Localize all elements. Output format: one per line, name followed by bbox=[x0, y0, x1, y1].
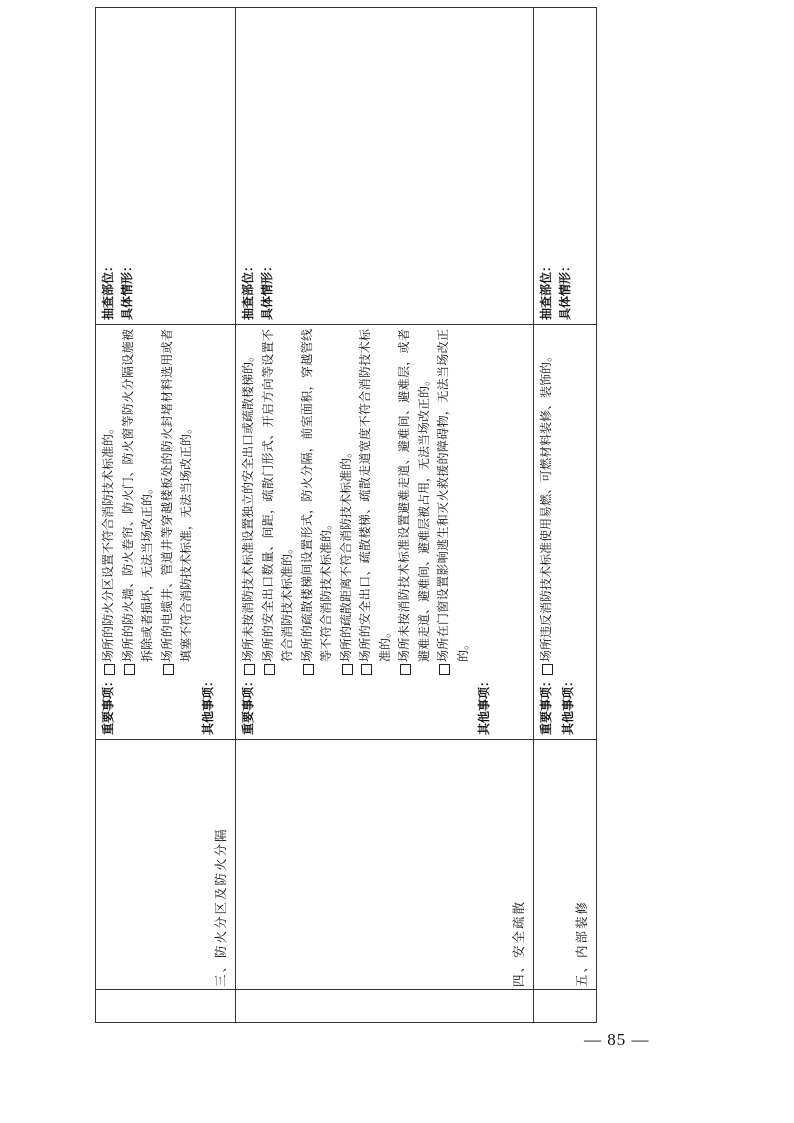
checkbox[interactable] bbox=[361, 664, 372, 675]
checkbox[interactable] bbox=[104, 664, 115, 675]
items-cell bbox=[236, 325, 534, 740]
important-label: 重要事项： bbox=[101, 674, 115, 735]
check-item: 场所的防火分区设置不符合消防技术标准的。 bbox=[101, 421, 115, 662]
blank-cell bbox=[96, 990, 236, 1023]
check-item: 场所的电缆井、管道井等穿越楼板处的防火封堵材料选用或者填塞不符合消防技术标准，无法当场改正的。 bbox=[159, 329, 193, 662]
spot-check-label: 抽查部位： bbox=[539, 259, 553, 320]
page-number: — 85 — bbox=[584, 1030, 650, 1049]
checkbox[interactable] bbox=[124, 664, 135, 675]
checkbox[interactable] bbox=[244, 664, 255, 675]
checkbox[interactable] bbox=[342, 664, 353, 675]
spot-check-label: 抽查部位： bbox=[241, 259, 255, 320]
checkbox[interactable] bbox=[264, 664, 275, 675]
check-item: 场所的防火墙、防火卷帘、防火门、防火窗等防火分隔设施被拆除或者损坏，无法当场改正的。 bbox=[120, 329, 154, 662]
other-label: 其他事项： bbox=[200, 674, 215, 735]
checkbox[interactable] bbox=[303, 664, 314, 675]
check-item: 场所的疏散距离不符合消防技术标准的。 bbox=[338, 445, 353, 662]
table-row bbox=[236, 8, 534, 1023]
inspection-table bbox=[95, 7, 597, 1023]
items-cell bbox=[96, 325, 236, 740]
checkbox[interactable] bbox=[400, 664, 411, 675]
blank-cell bbox=[534, 990, 597, 1023]
checkbox[interactable] bbox=[163, 664, 174, 675]
check-item: 场所的安全出口数量、间距，疏散门形式、开启方向等设置不符合消防技术标准的。 bbox=[260, 329, 294, 662]
checkbox[interactable] bbox=[439, 664, 450, 675]
check-item: 场所未按消防技术标准设置独立的安全出口或疏散楼梯的。 bbox=[241, 349, 255, 662]
category-cell: 五、内部装修 bbox=[534, 740, 597, 990]
details-label: 具体情形： bbox=[260, 259, 274, 320]
checkbox[interactable] bbox=[542, 664, 553, 675]
details-label: 具体情形： bbox=[558, 259, 572, 320]
check-item: 场所的疏散楼梯间设置形式，防火分隔，前室面积，穿越管线等不符合消防技术标准的。 bbox=[299, 329, 333, 662]
check-item: 场所未按消防技术标准设置避难走道、避难间、避难层，或者避难走道、避难间、避难层被占用，无法当场改正的。 bbox=[397, 329, 431, 662]
spot-check-cell bbox=[236, 8, 534, 325]
check-item: 场所在门窗设置影响逃生和灭火救援的障碍物，无法当场改正的。 bbox=[436, 329, 470, 662]
other-label: 其他事项： bbox=[477, 674, 491, 735]
table-row bbox=[534, 8, 597, 1023]
blank-cell bbox=[236, 990, 534, 1023]
category-cell: 四、安全疏散 bbox=[236, 740, 534, 990]
important-label: 重要事项： bbox=[241, 674, 255, 735]
check-item: 场所的安全出口、疏散楼梯、疏散走道宽度不符合消防技术标准的。 bbox=[358, 329, 392, 662]
important-label: 重要事项： bbox=[539, 674, 553, 735]
other-label: 其他事项： bbox=[560, 674, 575, 735]
category-cell: 三、防火分区及防火分隔 bbox=[96, 740, 236, 990]
items-cell bbox=[534, 325, 597, 740]
spot-check-label: 抽查部位： bbox=[101, 259, 115, 320]
spot-check-cell bbox=[534, 8, 597, 325]
spot-check-cell bbox=[96, 8, 236, 325]
details-label: 具体情形： bbox=[120, 259, 134, 320]
rotated-form bbox=[95, 28, 597, 1023]
check-item: 场所违反消防技术标准使用易燃、可燃材料装修、装饰的。 bbox=[539, 349, 553, 662]
table-row bbox=[96, 8, 236, 1023]
